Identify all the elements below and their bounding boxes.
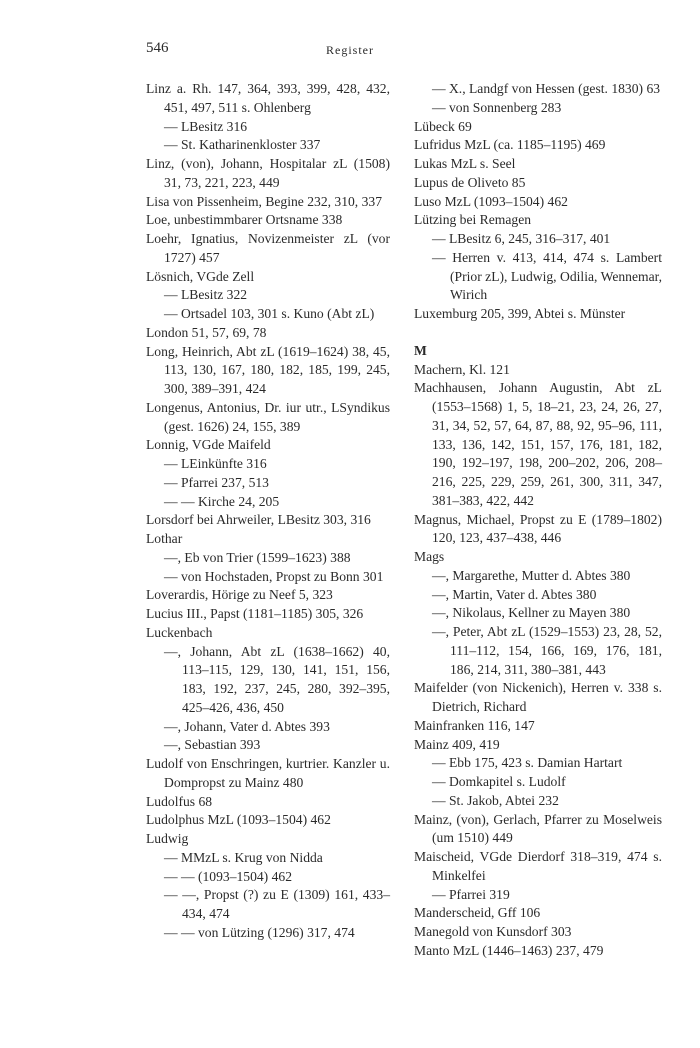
- index-subentry: — — von Lützing (1296) 317, 474: [164, 924, 355, 940]
- index-entry: Long, Heinrich, Abt zL (1619–1624) 38, 45, 113, 130, 167, 180, 182, 185, 199, 245, 300, 389–391, 424: [146, 343, 390, 396]
- index-entry: Lützing bei Remagen: [414, 212, 532, 228]
- index-subentry: —, Nikolaus, Kellner zu Mayen 380: [432, 605, 631, 621]
- index-entry: Linz a. Rh. 147, 364, 393, 399, 428, 432, 451, 497, 511 s. Ohlenberg: [146, 81, 390, 115]
- index-entry: Longenus, Antonius, Dr. iur utr., LSyndikus (gest. 1626) 24, 155, 389: [146, 399, 390, 434]
- index-entry: Ludwig: [146, 831, 189, 846]
- index-subentry: — von Sonnenberg 283: [432, 99, 562, 115]
- index-subentry: — —, Propst (?) zu E (1309) 161, 433–434, 474: [164, 887, 390, 921]
- index-entry: Mainz, (von), Gerlach, Pfarrer zu Moselweis (um 1510) 449: [414, 811, 662, 846]
- index-entry: Mainfranken 116, 147: [414, 717, 535, 733]
- index-entry: Maischeid, VGde Dierdorf 318–319, 474 s. Minkelfei: [414, 849, 662, 883]
- index-entry: Magnus, Michael, Propst zu E (1789–1802) 120, 123, 437–438, 446: [414, 511, 662, 546]
- index-subentry: — Herren v. 413, 414, 474 s. Lambert (Prior zL), Ludwig, Odilia, Wennemar, Wirich: [432, 249, 662, 303]
- index-entry: Lukas MzL s. Seel: [414, 156, 516, 171]
- index-subentry: — — Kirche 24, 205: [164, 493, 280, 509]
- index-entry: Machern, Kl. 121: [414, 361, 510, 377]
- index-entry: Machhausen, Johann Augustin, Abt zL (1553–1568) 1, 5, 18–21, 23, 24, 26, 27, 31, 34, 52, 57, 64, 87, 88, 92, 95–96, 111, 133, 136, 142, 151, 157, 176, 181, 182, 190, 192–197, 198, 200–202, 206, 208–216, 225, 229, 259, 261, 300, 311, 347, 381–383, 422, 442: [414, 380, 662, 508]
- index-subentry: — St. Katharinenkloster 337: [164, 137, 321, 153]
- index-entry: Ludolfus 68: [146, 793, 213, 809]
- index-subentry: — Pfarrei 237, 513: [164, 474, 269, 490]
- index-entry: Lucius III., Papst (1181–1185) 305, 326: [146, 606, 364, 621]
- index-entry: Mags: [414, 549, 445, 564]
- index-subentry: —, Martin, Vater d. Abtes 380: [432, 586, 597, 602]
- index-entry: London 51, 57, 69, 78: [146, 324, 267, 340]
- index-entry: Loverardis, Hörige zu Neef 5, 323: [146, 587, 333, 603]
- index-entry: Loe, unbestimmbarer Ortsname 338: [146, 212, 343, 228]
- index-entry: Manegold von Kunsdorf 303: [414, 924, 572, 939]
- index-subentry: — Ortsadel 103, 301 s. Kuno (Abt zL): [164, 306, 375, 321]
- index-entry: Manderscheid, Gff 106: [414, 905, 541, 921]
- index-entry: Lübeck 69: [414, 118, 472, 134]
- page-number: 546: [146, 40, 169, 56]
- index-subentry: — X., Landgf von Hessen (gest. 1830) 63: [432, 81, 661, 96]
- running-title: Register: [326, 43, 374, 57]
- index-entry: Lorsdorf bei Ahrweiler, LBesitz 303, 316: [146, 512, 371, 528]
- index-subentry: — St. Jakob, Abtei 232: [432, 792, 559, 808]
- index-subentry: —, Johann, Vater d. Abtes 393: [164, 718, 330, 734]
- index-entry: Manto MzL (1446–1463) 237, 479: [414, 942, 604, 958]
- index-subentry: —, Eb von Trier (1599–1623) 388: [164, 549, 351, 565]
- index-entry: Lupus de Oliveto 85: [414, 174, 526, 190]
- index-subentry: — LBesitz 316: [164, 118, 248, 134]
- index-subentry: — LBesitz 322: [164, 287, 248, 303]
- section-letter: M: [414, 342, 427, 358]
- index-subentry: — MMzL s. Krug von Nidda: [164, 849, 323, 865]
- index-entry: Maifelder (von Nickenich), Herren v. 338 s. Dietrich, Richard: [414, 680, 662, 714]
- index-entry: Loehr, Ignatius, Novizenmeister zL (vor 1727) 457: [146, 231, 390, 265]
- index-subentry: — LBesitz 6, 245, 316–317, 401: [432, 231, 611, 246]
- index-entry: Lufridus MzL (ca. 1185–1195) 469: [414, 137, 606, 153]
- index-subentry: —, Johann, Abt zL (1638–1662) 40, 113–115, 129, 130, 141, 151, 156, 183, 192, 237, 245, 280, 392–395, 425–426, 436, 450: [164, 643, 390, 715]
- index-subentry: — — (1093–1504) 462: [164, 868, 292, 884]
- index-subentry: — LEinkünfte 316: [164, 456, 267, 471]
- index-entry: Lothar: [146, 531, 183, 546]
- index-column-left: [146, 80, 390, 943]
- index-entry: Lisa von Pissenheim, Begine 232, 310, 337: [146, 193, 382, 209]
- index-entry: Luxemburg 205, 399, Abtei s. Münster: [414, 306, 626, 321]
- index-column-right: [414, 80, 662, 961]
- index-entry: Linz, (von), Johann, Hospitalar zL (1508) 31, 73, 221, 223, 449: [146, 156, 390, 190]
- index-entry: Ludolphus MzL (1093–1504) 462: [146, 812, 331, 828]
- index-subentry: — Domkapitel s. Ludolf: [432, 774, 566, 789]
- index-subentry: —, Margarethe, Mutter d. Abtes 380: [432, 567, 631, 583]
- index-entry: Lösnich, VGde Zell: [146, 268, 255, 284]
- index-subentry: — Ebb 175, 423 s. Damian Hartart: [432, 755, 623, 771]
- index-subentry: — Pfarrei 319: [432, 886, 510, 902]
- index-subentry: —, Sebastian 393: [164, 737, 261, 753]
- index-subentry: — von Hochstaden, Propst zu Bonn 301: [164, 568, 384, 584]
- index-entry: Luso MzL (1093–1504) 462: [414, 193, 568, 209]
- index-entry: Ludolf von Enschringen, kurtrier. Kanzler u. Dompropst zu Mainz 480: [146, 756, 390, 790]
- index-entry: Lonnig, VGde Maifeld: [146, 437, 271, 453]
- index-entry: Mainz 409, 419: [414, 736, 500, 752]
- index-entry: Luckenbach: [146, 624, 213, 640]
- index-subentry: —, Peter, Abt zL (1529–1553) 23, 28, 52, 111–112, 154, 166, 169, 176, 181, 186, 214, 311, 380–381, 443: [432, 624, 662, 677]
